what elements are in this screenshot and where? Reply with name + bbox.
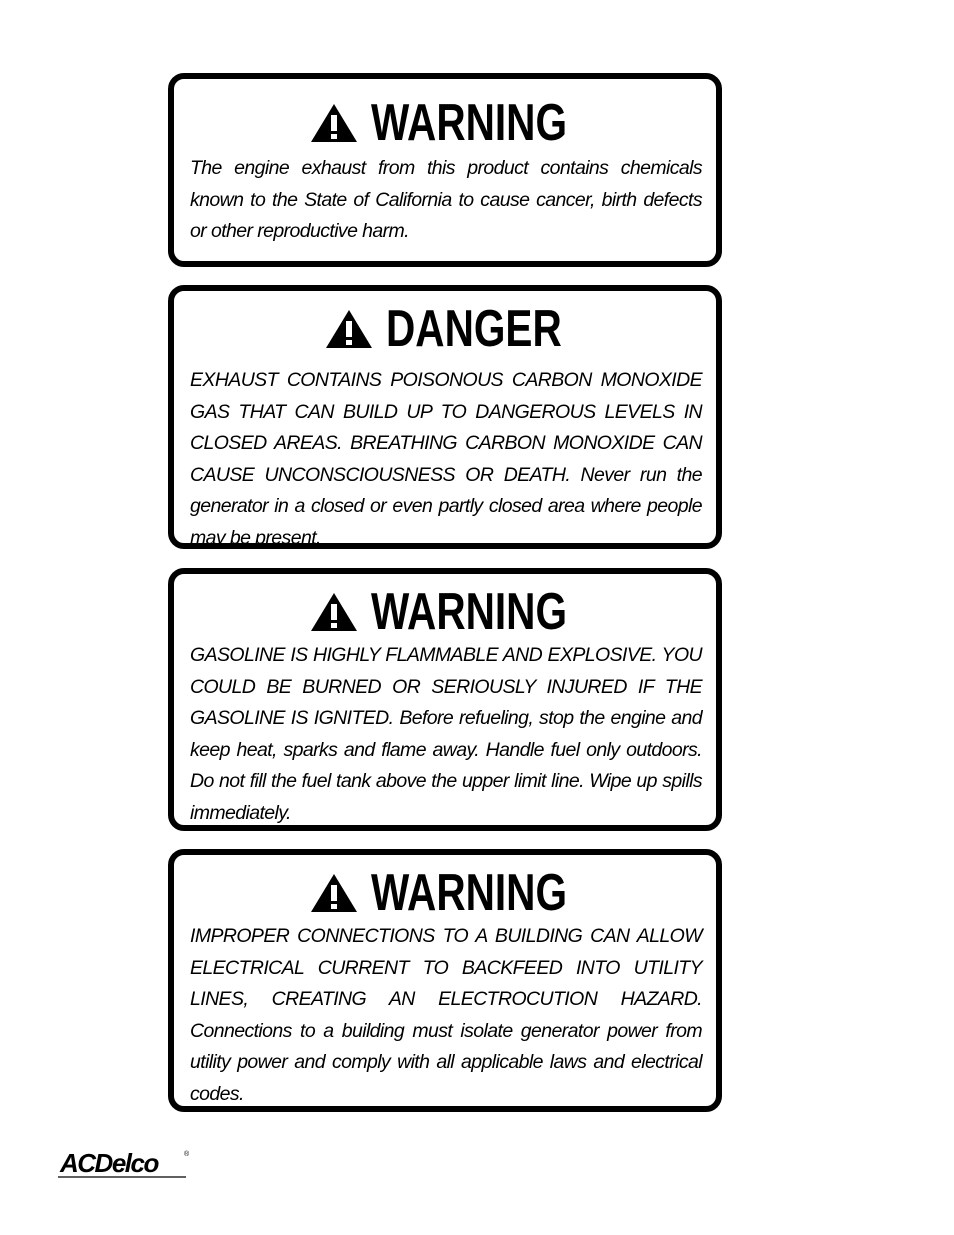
label-heading: DANGER (386, 300, 562, 358)
alert-triangle-icon (309, 872, 359, 914)
label-body (190, 153, 702, 248)
label-header (174, 300, 716, 358)
alert-triangle-icon (309, 102, 359, 144)
label-body (190, 365, 702, 554)
logo-text: ACDelco (60, 1148, 158, 1178)
label-body (190, 640, 702, 829)
label-heading: WARNING (371, 583, 568, 641)
alert-triangle-icon (309, 591, 359, 633)
logo-mark: ® (184, 1151, 190, 1158)
label-header (174, 94, 716, 152)
label-heading: WARNING (371, 864, 568, 922)
alert-triangle-icon (324, 308, 374, 350)
warning-label-gasoline (168, 568, 722, 831)
label-emphasis: GASOLINE IS HIGHLY FLAMMABLE AND EXPLOSIVE. YOU COULD BE BURNED OR SERIOUSLY INJURED IF THE GASOLINE IS IGNITED. (190, 644, 702, 729)
label-text: Before refueling, stop the engine and keep heat, sparks and flame away. Handle fuel only outdoors. Do not fill the fuel tank above the upper limit line. Wipe up spills immediately. (190, 707, 702, 824)
label-header (174, 864, 716, 922)
label-body (190, 921, 702, 1110)
acdelco-logo (56, 1146, 192, 1180)
label-header (174, 583, 716, 641)
label-text: Never run the generator in a closed or even partly closed area where people may be present. (190, 463, 702, 549)
warning-label-backfeed (168, 849, 722, 1112)
warning-label-california (168, 73, 722, 267)
label-text: Connections to a building must isolate generator power from utility power and comply with all applicable laws and electrical codes. (190, 1019, 702, 1105)
label-heading: WARNING (371, 94, 568, 152)
label-emphasis: IMPROPER CONNECTIONS TO A BUILDING CAN ALLOW ELECTRICAL CURRENT TO BACKFEED INTO UTILITY LINES, CREATING AN ELECTROCUTION HAZARD. (190, 925, 702, 1010)
label-text: The engine exhaust from this product contains chemicals known to the State of California to cause cancer, birth defects or other reproductive harm. (190, 157, 702, 242)
label-emphasis: EXHAUST CONTAINS POISONOUS CARBON MONOXIDE GAS THAT CAN BUILD UP TO DANGEROUS LEVELS IN CLOSED AREAS. BREATHING CARBON MONOXIDE CAN CAUSE UNCONSCIOUSNESS OR DEATH. (190, 369, 702, 486)
danger-label-carbon-monoxide (168, 285, 722, 549)
